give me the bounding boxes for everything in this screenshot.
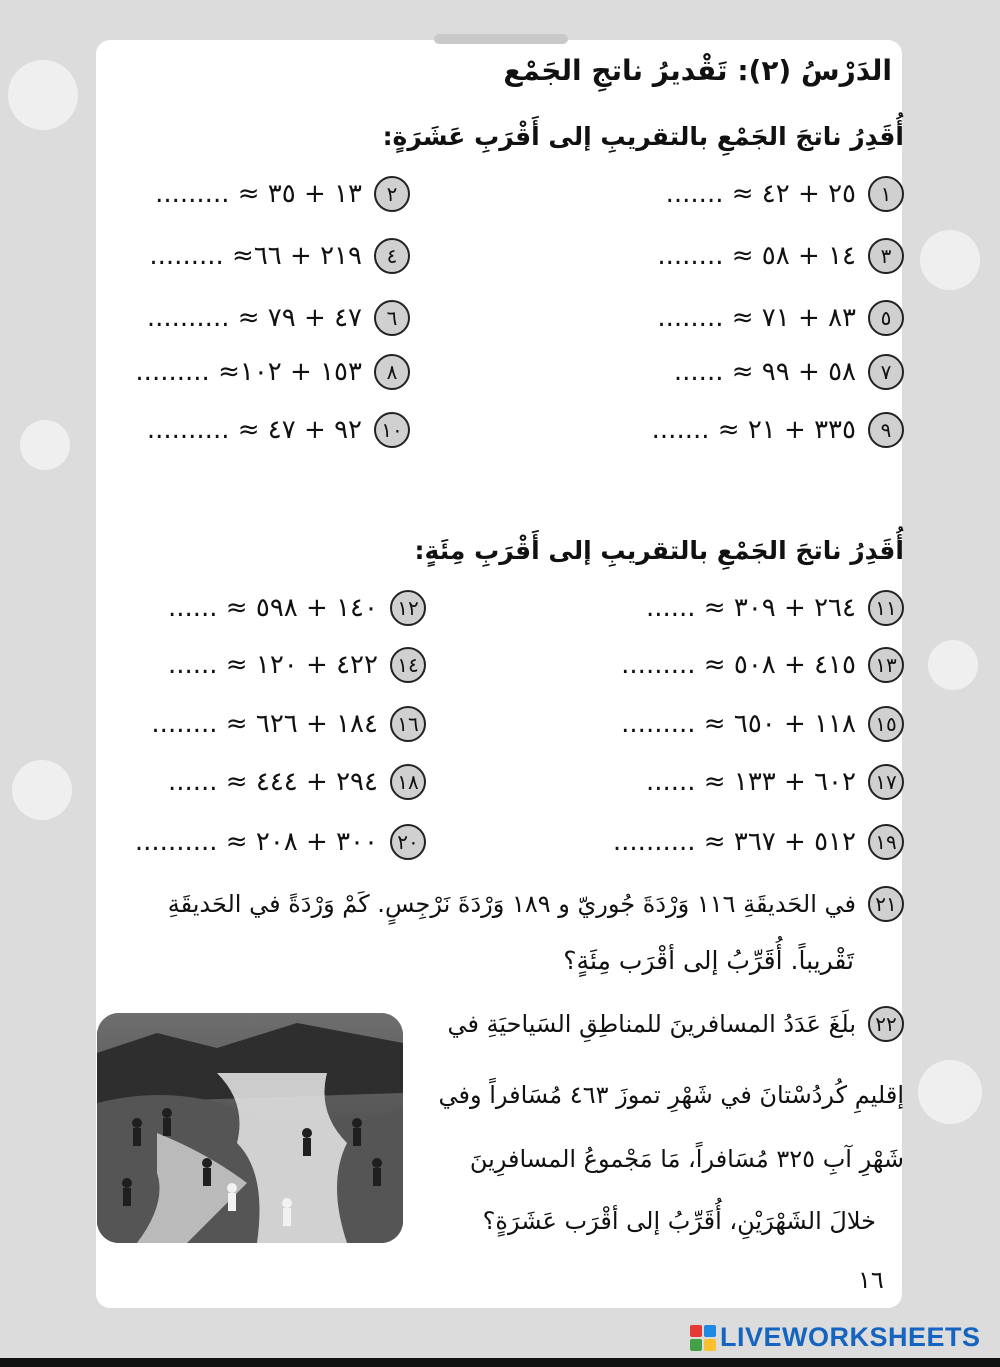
exercise-7 — [674, 352, 904, 392]
problem-number: ٢٢ — [868, 1006, 904, 1042]
exercise-number: ١٤ — [390, 647, 426, 683]
background-bubble — [8, 60, 78, 130]
exercise-expression[interactable]: ٢٩٤ + ٤٤٤ ≈ ...... — [167, 767, 378, 797]
exercise-number: ١٥ — [868, 706, 904, 742]
exercise-number: ١٨ — [390, 764, 426, 800]
problem-22-line-3: شَهْرِ آبِ ٣٢٥ مُسَافراً، مَا مَجْموعُ المسافرِينَ — [469, 1145, 904, 1173]
exercise-number: ٨ — [374, 354, 410, 390]
exercise-expression[interactable]: ٤٢٢ + ١٢٠ ≈ ...... — [167, 650, 378, 680]
exercise-5 — [657, 298, 904, 338]
brand-logo-icon — [690, 1325, 716, 1351]
exercise-16 — [151, 704, 426, 744]
exercise-number: ٢ — [374, 176, 410, 212]
exercise-14 — [168, 645, 426, 685]
background-bubble — [12, 760, 72, 820]
problem-21-line-1: في الحَديقَةِ ١١٦ وَرْدَةَ جُوريّ و ١٨٩ وَرْدَةَ نَرْجِسٍ. كَمْ وَرْدَةً في الحَديقَةِ — [167, 890, 856, 918]
exercise-expression[interactable]: ١٨٤ + ٦٢٦ ≈ ........ — [151, 709, 378, 739]
footer-bar — [0, 1358, 1000, 1367]
liveworksheets-logo[interactable] — [690, 1322, 981, 1353]
background-bubble — [918, 1060, 982, 1124]
exercise-19 — [613, 822, 904, 862]
exercise-expression[interactable]: ٢١٩ + ٦٦≈ ......... — [149, 241, 362, 271]
exercise-expression[interactable]: ٨٣ + ٧١ ≈ ........ — [657, 303, 856, 333]
exercise-3 — [657, 236, 904, 276]
lesson-title: الدَرْسُ (٢): تَقْديرُ ناتجِ الجَمْع — [503, 54, 892, 87]
exercise-number: ١٦ — [390, 706, 426, 742]
exercise-number: ١١ — [868, 590, 904, 626]
problem-number: ٢١ — [868, 886, 904, 922]
exercise-expression[interactable]: ٢٥ + ٤٢ ≈ ....... — [665, 179, 856, 209]
exercise-number: ١٠ — [374, 412, 410, 448]
background-bubble — [928, 640, 978, 690]
problem-21-line-2: تَقْريباً. أُقَرِّبُ إلى أقْرَب مِئَةٍ؟ — [563, 946, 854, 975]
section-heading-tens: أُقَدِرُ ناتجَ الجَمْعِ بالتقريبِ إلى أَقْرَبِ عَشَرَةٍ: — [382, 122, 904, 151]
exercise-expression[interactable]: ٢٦٤ + ٣٠٩ ≈ ...... — [645, 593, 856, 623]
exercise-expression[interactable]: ٣٣٥ + ٢١ ≈ ....... — [651, 415, 856, 445]
exercise-8 — [135, 352, 410, 392]
page-number: ١٦ — [858, 1266, 884, 1294]
exercise-6 — [147, 298, 410, 338]
exercise-number: ١٢ — [390, 590, 426, 626]
exercise-number: ٧ — [868, 354, 904, 390]
exercise-18 — [168, 762, 426, 802]
exercise-number: ٩ — [868, 412, 904, 448]
exercise-number: ١٩ — [868, 824, 904, 860]
exercise-number: ١ — [868, 176, 904, 212]
problem-22-line-1: بلَغَ عَدَدُ المسافرينَ للمناطِقِ السَياحيَةِ في — [447, 1010, 856, 1038]
exercise-11 — [646, 588, 904, 628]
exercise-12 — [168, 588, 426, 628]
exercise-number: ٦ — [374, 300, 410, 336]
exercise-expression[interactable]: ٤١٥ + ٥٠٨ ≈ ......... — [621, 650, 856, 680]
exercise-9 — [652, 410, 904, 450]
exercise-15 — [621, 704, 904, 744]
brand-text: LIVEWORKSHEETS — [720, 1322, 981, 1352]
exercise-number: ١٣ — [868, 647, 904, 683]
exercise-number: ٤ — [374, 238, 410, 274]
problem-22-line-4: خلالَ الشَهْرَيْنِ، أُقَرِّبُ إلى أقْرَب عَشَرَةٍ؟ — [482, 1207, 876, 1235]
background-bubble — [920, 230, 980, 290]
exercise-17 — [646, 762, 904, 802]
problem-22 — [447, 1004, 904, 1044]
exercise-expression[interactable]: ١١٨ + ٦٥٠ ≈ ......... — [621, 709, 856, 739]
exercise-expression[interactable]: ٣٠٠ + ٢٠٨ ≈ .......... — [134, 827, 378, 857]
exercise-1 — [666, 174, 904, 214]
exercise-13 — [621, 645, 904, 685]
exercise-number: ٥ — [868, 300, 904, 336]
exercise-number: ٣ — [868, 238, 904, 274]
exercise-20 — [135, 822, 426, 862]
exercise-number: ٢٠ — [390, 824, 426, 860]
exercise-number: ١٧ — [868, 764, 904, 800]
exercise-expression[interactable]: ٩٢ + ٤٧ ≈ .......... — [146, 415, 362, 445]
section-heading-hundreds: أُقَدِرُ ناتجَ الجَمْعِ بالتقريبِ إلى أَقْرَبِ مِئَةٍ: — [414, 536, 904, 565]
exercise-expression[interactable]: ٦٠٢ + ١٣٣ ≈ ...... — [645, 767, 856, 797]
exercise-10 — [147, 410, 410, 450]
exercise-expression[interactable]: ٥٨ + ٩٩ ≈ ...... — [673, 357, 856, 387]
exercise-expression[interactable]: ١٤٠ + ٥٩٨ ≈ ...... — [167, 593, 378, 623]
exercise-expression[interactable]: ١٤ + ٥٨ ≈ ........ — [657, 241, 856, 271]
exercise-expression[interactable]: ٥١٢ + ٣٦٧ ≈ .......... — [612, 827, 856, 857]
exercise-4 — [149, 236, 410, 276]
problem-22-line-2: إقليمِ كُردُسْتانَ في شَهْرِ تموزَ ٤٦٣ مُسَافراً وفي — [438, 1081, 904, 1109]
problem-21 — [168, 884, 904, 924]
background-bubble — [20, 420, 70, 470]
exercise-expression[interactable]: ٤٧ + ٧٩ ≈ .......... — [146, 303, 362, 333]
exercise-2 — [155, 174, 410, 214]
exercise-expression[interactable]: ١٣ + ٣٥ ≈ ......... — [155, 179, 362, 209]
drag-handle[interactable] — [434, 34, 568, 44]
waterfall-photo — [97, 1013, 403, 1243]
exercise-expression[interactable]: ١٥٣ + ١٠٢≈ ......... — [135, 357, 362, 387]
